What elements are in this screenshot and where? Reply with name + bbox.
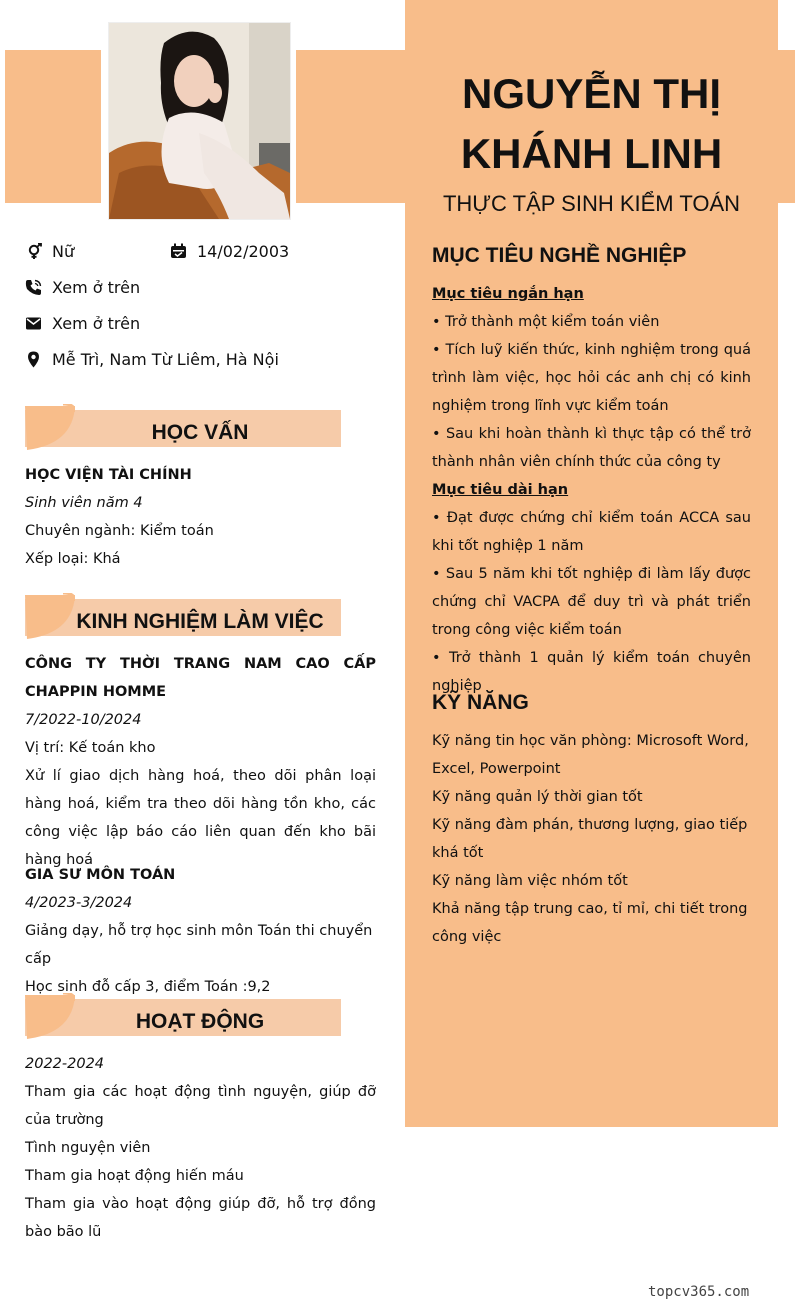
envelope-icon — [25, 315, 42, 332]
job-company: GIA SƯ MÔN TOÁN — [25, 867, 176, 883]
objective-item: • Sau khi hoàn thành kì thực tập có thể trở thành nhân viên chính thức của công ty — [432, 426, 751, 470]
phone-row — [25, 278, 140, 297]
objective-heading: MỤC TIÊU NGHỀ NGHIỆP — [432, 244, 687, 267]
gender-row — [25, 242, 74, 261]
activities-period: 2022-2024 — [25, 1056, 105, 1072]
phone-text: Xem ở trên — [52, 278, 141, 297]
candidate-name — [405, 64, 778, 184]
skill-item: Kỹ năng tin học văn phòng: Microsoft Word, Excel, Powerpoint — [432, 733, 749, 777]
activity-item: Tham gia vào hoạt động giúp đỡ, hỗ trợ đồng bào bão lũ — [25, 1196, 376, 1240]
candidate-name-line2: KHÁNH LINH — [460, 130, 723, 177]
skills-content — [432, 727, 751, 951]
education-heading: HỌC VẤN — [151, 421, 249, 444]
experience-heading: KINH NGHIỆM LÀM VIỆC — [76, 610, 324, 633]
skill-item: Kỹ năng đàm phán, thương lượng, giao tiếp khá tốt — [432, 817, 748, 861]
phone-icon — [25, 279, 42, 296]
job-company: CÔNG TY THỜI TRANG NAM CAO CẤP CHAPPIN HOMME — [25, 656, 376, 700]
email-row — [25, 314, 140, 333]
skill-item: Kỹ năng quản lý thời gian tốt — [432, 789, 643, 805]
job-position: Vị trí: Kế toán kho — [25, 740, 156, 756]
job-description: Xử lí giao dịch hàng hoá, theo dõi phân loại hàng hoá, kiểm tra theo dõi hàng tồn kho, các công việc lập báo cáo liên quan đến kho bãi hàng hoá — [25, 768, 376, 868]
objective-item: • Sau 5 năm khi tốt nghiệp đi làm lấy được chứng chỉ VACPA để duy trì và phát triển trong công việc kiểm toán — [432, 566, 751, 638]
job-period: 4/2023-3/2024 — [25, 895, 133, 911]
watermark-text: topcv365.com — [648, 1284, 750, 1300]
job-period: 7/2022-10/2024 — [25, 712, 142, 728]
location-pin-icon — [25, 351, 42, 368]
profile-photo — [108, 22, 291, 220]
job-title: THỰC TẬP SINH KIỂM TOÁN — [442, 191, 741, 216]
activity-item: Tham gia các hoạt động tình nguyện, giúp đỡ của trường — [25, 1084, 376, 1128]
skills-heading: KỸ NĂNG — [432, 691, 529, 714]
objective-content — [432, 280, 751, 700]
birthday-row — [170, 242, 289, 261]
objective-short-label: Mục tiêu ngắn hạn — [432, 286, 584, 302]
education-section-header — [25, 404, 341, 447]
experience-section-header — [25, 593, 341, 636]
decor-block-right — [778, 50, 795, 203]
skill-item: Khả năng tập trung cao, tỉ mỉ, chi tiết trong công việc — [432, 901, 748, 945]
gender-text: Nữ — [52, 242, 75, 261]
objective-item: • Đạt được chứng chỉ kiểm toán ACCA sau khi tốt nghiệp 1 năm — [432, 510, 751, 554]
skill-item: Kỹ năng làm việc nhóm tốt — [432, 873, 628, 889]
candidate-name-line1: NGUYỄN THỊ — [461, 70, 721, 117]
activities-section-header — [25, 993, 341, 1036]
activity-item: Tình nguyện viên — [25, 1140, 151, 1156]
decor-block-middle — [296, 50, 405, 203]
calendar-icon — [170, 243, 187, 260]
activities-heading: HOẠT ĐỘNG — [135, 1010, 265, 1033]
address-text: Mễ Trì, Nam Từ Liêm, Hà Nội — [52, 350, 279, 369]
birthday-text: 14/02/2003 — [197, 242, 290, 261]
gender-icon — [25, 243, 42, 260]
school-rank: Xếp loại: Khá — [25, 551, 121, 567]
objective-item: • Tích luỹ kiến thức, kinh nghiệm trong quá trình làm việc, học hỏi các anh chị có kinh nghiệm trong lĩnh vực kiểm toán — [432, 342, 751, 414]
experience-job-1 — [25, 650, 376, 874]
job-line: Giảng dạy, hỗ trợ học sinh môn Toán thi chuyển cấp — [25, 923, 373, 967]
job-line: Học sinh đỗ cấp 3, điểm Toán :9,2 — [25, 979, 271, 995]
email-text: Xem ở trên — [52, 314, 141, 333]
activity-item: Tham gia hoạt động hiến máu — [25, 1168, 244, 1184]
activities-content — [25, 1050, 376, 1246]
education-content — [25, 461, 376, 573]
objective-item: • Trở thành một kiểm toán viên — [432, 314, 660, 330]
objective-item: • Trở thành 1 quản lý kiểm toán chuyên nghiệp — [432, 650, 751, 694]
school-name: HỌC VIỆN TÀI CHÍNH — [25, 467, 192, 483]
school-major: Chuyên ngành: Kiểm toán — [25, 523, 214, 539]
experience-job-2 — [25, 861, 376, 1001]
decor-block-left — [5, 50, 101, 203]
objective-long-label: Mục tiêu dài hạn — [432, 482, 569, 498]
address-row — [25, 350, 279, 369]
school-year: Sinh viên năm 4 — [25, 495, 143, 511]
